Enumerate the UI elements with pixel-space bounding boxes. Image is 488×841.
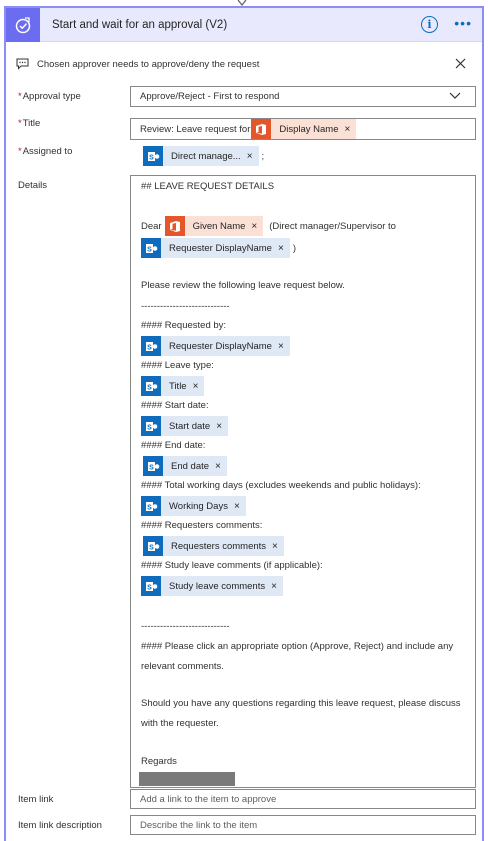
sharepoint-icon: [143, 146, 163, 166]
remove-token-icon[interactable]: ×: [216, 416, 228, 436]
svg-text:S: S: [146, 423, 152, 431]
requester-line: S Requester DisplayName × ): [141, 238, 296, 258]
more-options-icon[interactable]: •••: [454, 15, 472, 31]
remove-token-icon[interactable]: ×: [215, 456, 227, 476]
approval-type-value: Approve/Reject - First to respond: [140, 91, 280, 102]
requesters-comments-token[interactable]: S Requesters comments ×: [143, 536, 284, 556]
item-link-description-label: Item link description: [18, 820, 102, 831]
svg-text:S: S: [146, 343, 152, 351]
sharepoint-icon: [143, 536, 163, 556]
item-link-description-input[interactable]: Describe the link to the item: [130, 815, 476, 835]
direct-manager-token[interactable]: S Direct manage... ×: [143, 146, 259, 166]
comment-icon: [16, 58, 29, 70]
sharepoint-icon: [143, 456, 163, 476]
title-label: *Title: [18, 118, 41, 129]
requester-displayname-token[interactable]: S Requester DisplayName ×: [141, 336, 290, 356]
card-header[interactable]: [6, 8, 482, 42]
details-editor[interactable]: ## LEAVE REQUEST DETAILS Dear Given Name × (Direct manager/Supervisor to S Requester DisplayName × ) Please review the following leave request below. ---------------------------- #### Requested by: S Requester DisplayName × #### Leave type: S Title × #### Start date: S Start date × #### End date: S End date × #### Total working days (excludes weekends and public holidays): S Working Days × #### Requesters comments: S Requesters comments × #### Study leave comments (if applicable): S Study leave comments × ---------------------------- #### Please click an appropriate option (Approve, Reject) and include any relevant comments. Should you have any questions regarding this leave request, please discuss with the requester. Regards: [130, 175, 476, 788]
start-date-token[interactable]: S Start date ×: [141, 416, 228, 436]
end-date-token[interactable]: S End date ×: [143, 456, 227, 476]
svg-text:S: S: [148, 543, 154, 551]
redacted-signature: [139, 772, 235, 786]
title-field[interactable]: [130, 118, 476, 140]
sharepoint-icon: [141, 336, 161, 356]
assigned-to-label: *Assigned to: [18, 146, 73, 157]
office365-icon: [165, 216, 185, 236]
remove-token-icon[interactable]: ×: [247, 146, 259, 166]
info-icon[interactable]: i: [421, 16, 438, 33]
svg-text:S: S: [146, 245, 152, 253]
approver-note: [16, 58, 259, 70]
approval-action-card: [4, 6, 484, 841]
approval-type-label: *Approval type: [18, 91, 81, 102]
sharepoint-icon: [141, 376, 161, 396]
office365-icon: [251, 119, 271, 139]
sharepoint-icon: [141, 576, 161, 596]
study-leave-comments-token[interactable]: S Study leave comments ×: [141, 576, 283, 596]
requester-displayname-token[interactable]: S Requester DisplayName ×: [141, 238, 290, 258]
sharepoint-icon: [141, 496, 161, 516]
remove-token-icon[interactable]: ×: [193, 376, 205, 396]
sharepoint-icon: [141, 238, 161, 258]
working-days-token[interactable]: S Working Days ×: [141, 496, 246, 516]
remove-token-icon[interactable]: ×: [278, 336, 290, 356]
svg-text:S: S: [148, 463, 154, 471]
svg-text:S: S: [146, 383, 152, 391]
dear-line: Dear Given Name × (Direct manager/Supervisor to: [141, 216, 396, 236]
remove-token-icon[interactable]: ×: [345, 119, 357, 139]
remove-token-icon[interactable]: ×: [251, 216, 263, 236]
note-text: Chosen approver needs to approve/deny the request: [37, 58, 260, 70]
chevron-down-icon: [449, 92, 461, 100]
approval-type-select[interactable]: [130, 86, 476, 107]
remove-token-icon[interactable]: ×: [272, 536, 284, 556]
remove-token-icon[interactable]: ×: [271, 576, 283, 596]
title-prefix: Review: Leave request for: [140, 123, 251, 135]
approval-icon: [6, 8, 40, 42]
details-label: Details: [18, 180, 48, 191]
close-icon[interactable]: [455, 58, 466, 69]
assigned-to-field[interactable]: S Direct manage... × ;: [143, 146, 264, 166]
item-link-input[interactable]: Add a link to the item to approve: [130, 789, 476, 809]
given-name-token[interactable]: Given Name ×: [165, 216, 264, 236]
display-name-token[interactable]: Display Name ×: [251, 119, 356, 139]
sharepoint-icon: [141, 416, 161, 436]
remove-token-icon[interactable]: ×: [278, 238, 290, 258]
item-link-label: Item link: [18, 794, 54, 805]
card-title: Start and wait for an approval (V2): [52, 18, 228, 31]
svg-text:S: S: [146, 583, 152, 591]
remove-token-icon[interactable]: ×: [234, 496, 246, 516]
svg-text:S: S: [146, 503, 152, 511]
title-token[interactable]: S Title ×: [141, 376, 204, 396]
svg-text:S: S: [148, 153, 154, 161]
